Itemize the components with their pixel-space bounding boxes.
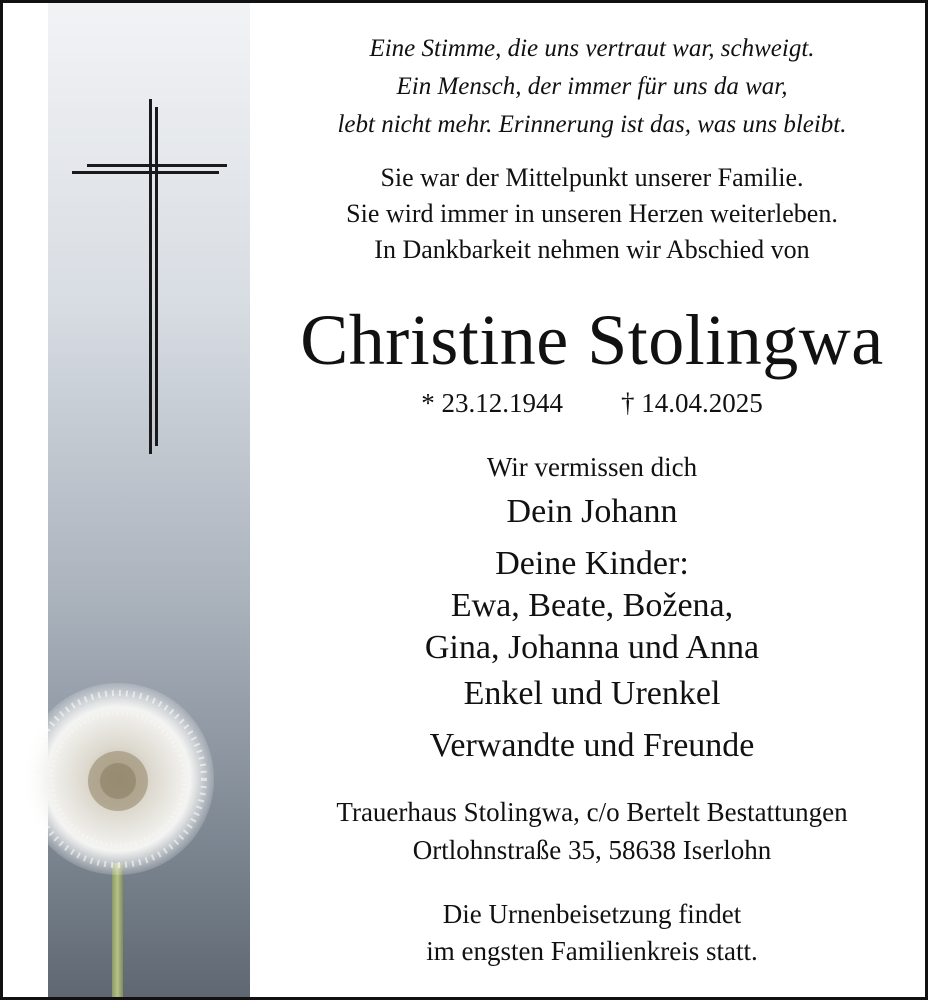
notice-line: im engsten Familienkreis statt. <box>426 936 758 966</box>
gradient-side-band <box>48 3 250 997</box>
children-heading: Deine Kinder: <box>495 545 689 582</box>
address-line: Ortlohnstraße 35, 58638 Iserlohn <box>412 835 772 865</box>
birth-date: * 23.12.1944 <box>421 388 563 418</box>
death-date: † 14.04.2025 <box>621 388 763 418</box>
address-line: Trauerhaus Stolingwa, c/o Bertelt Bestattungen <box>336 797 848 827</box>
spouse-name: Dein Johann <box>506 493 678 530</box>
grandchildren-line: Enkel und Urenkel <box>463 675 721 712</box>
burial-notice <box>253 896 928 970</box>
intro-line: In Dankbarkeit nehmen wir Abschied von <box>374 235 810 264</box>
intro-text <box>253 160 928 268</box>
intro-line: Sie wird immer in unseren Herzen weiterleben. <box>346 199 838 228</box>
children-names: Gina, Johanna und Anna <box>424 629 760 666</box>
life-dates <box>253 383 928 423</box>
notice-line: Die Urnenbeisetzung findet <box>442 899 742 929</box>
motto-line: lebt nicht mehr. Erinnerung ist das, was uns bleibt. <box>337 111 847 138</box>
intro-line: Sie war der Mittelpunkt unserer Familie. <box>380 163 804 192</box>
motto-line: Ein Mensch, der immer für uns da war, <box>396 73 788 100</box>
children-block <box>253 543 928 669</box>
motto-line: Eine Stimme, die uns vertraut war, schweigt. <box>369 35 815 62</box>
mourning-house-address <box>253 793 928 869</box>
motto-verse <box>253 30 928 144</box>
children-names: Ewa, Beate, Božena, <box>450 587 734 624</box>
deceased-name: Christine Stolingwa <box>300 300 884 380</box>
mourners-heading: Wir vermissen dich <box>486 452 698 482</box>
relatives-line: Verwandte und Freunde <box>429 727 755 764</box>
